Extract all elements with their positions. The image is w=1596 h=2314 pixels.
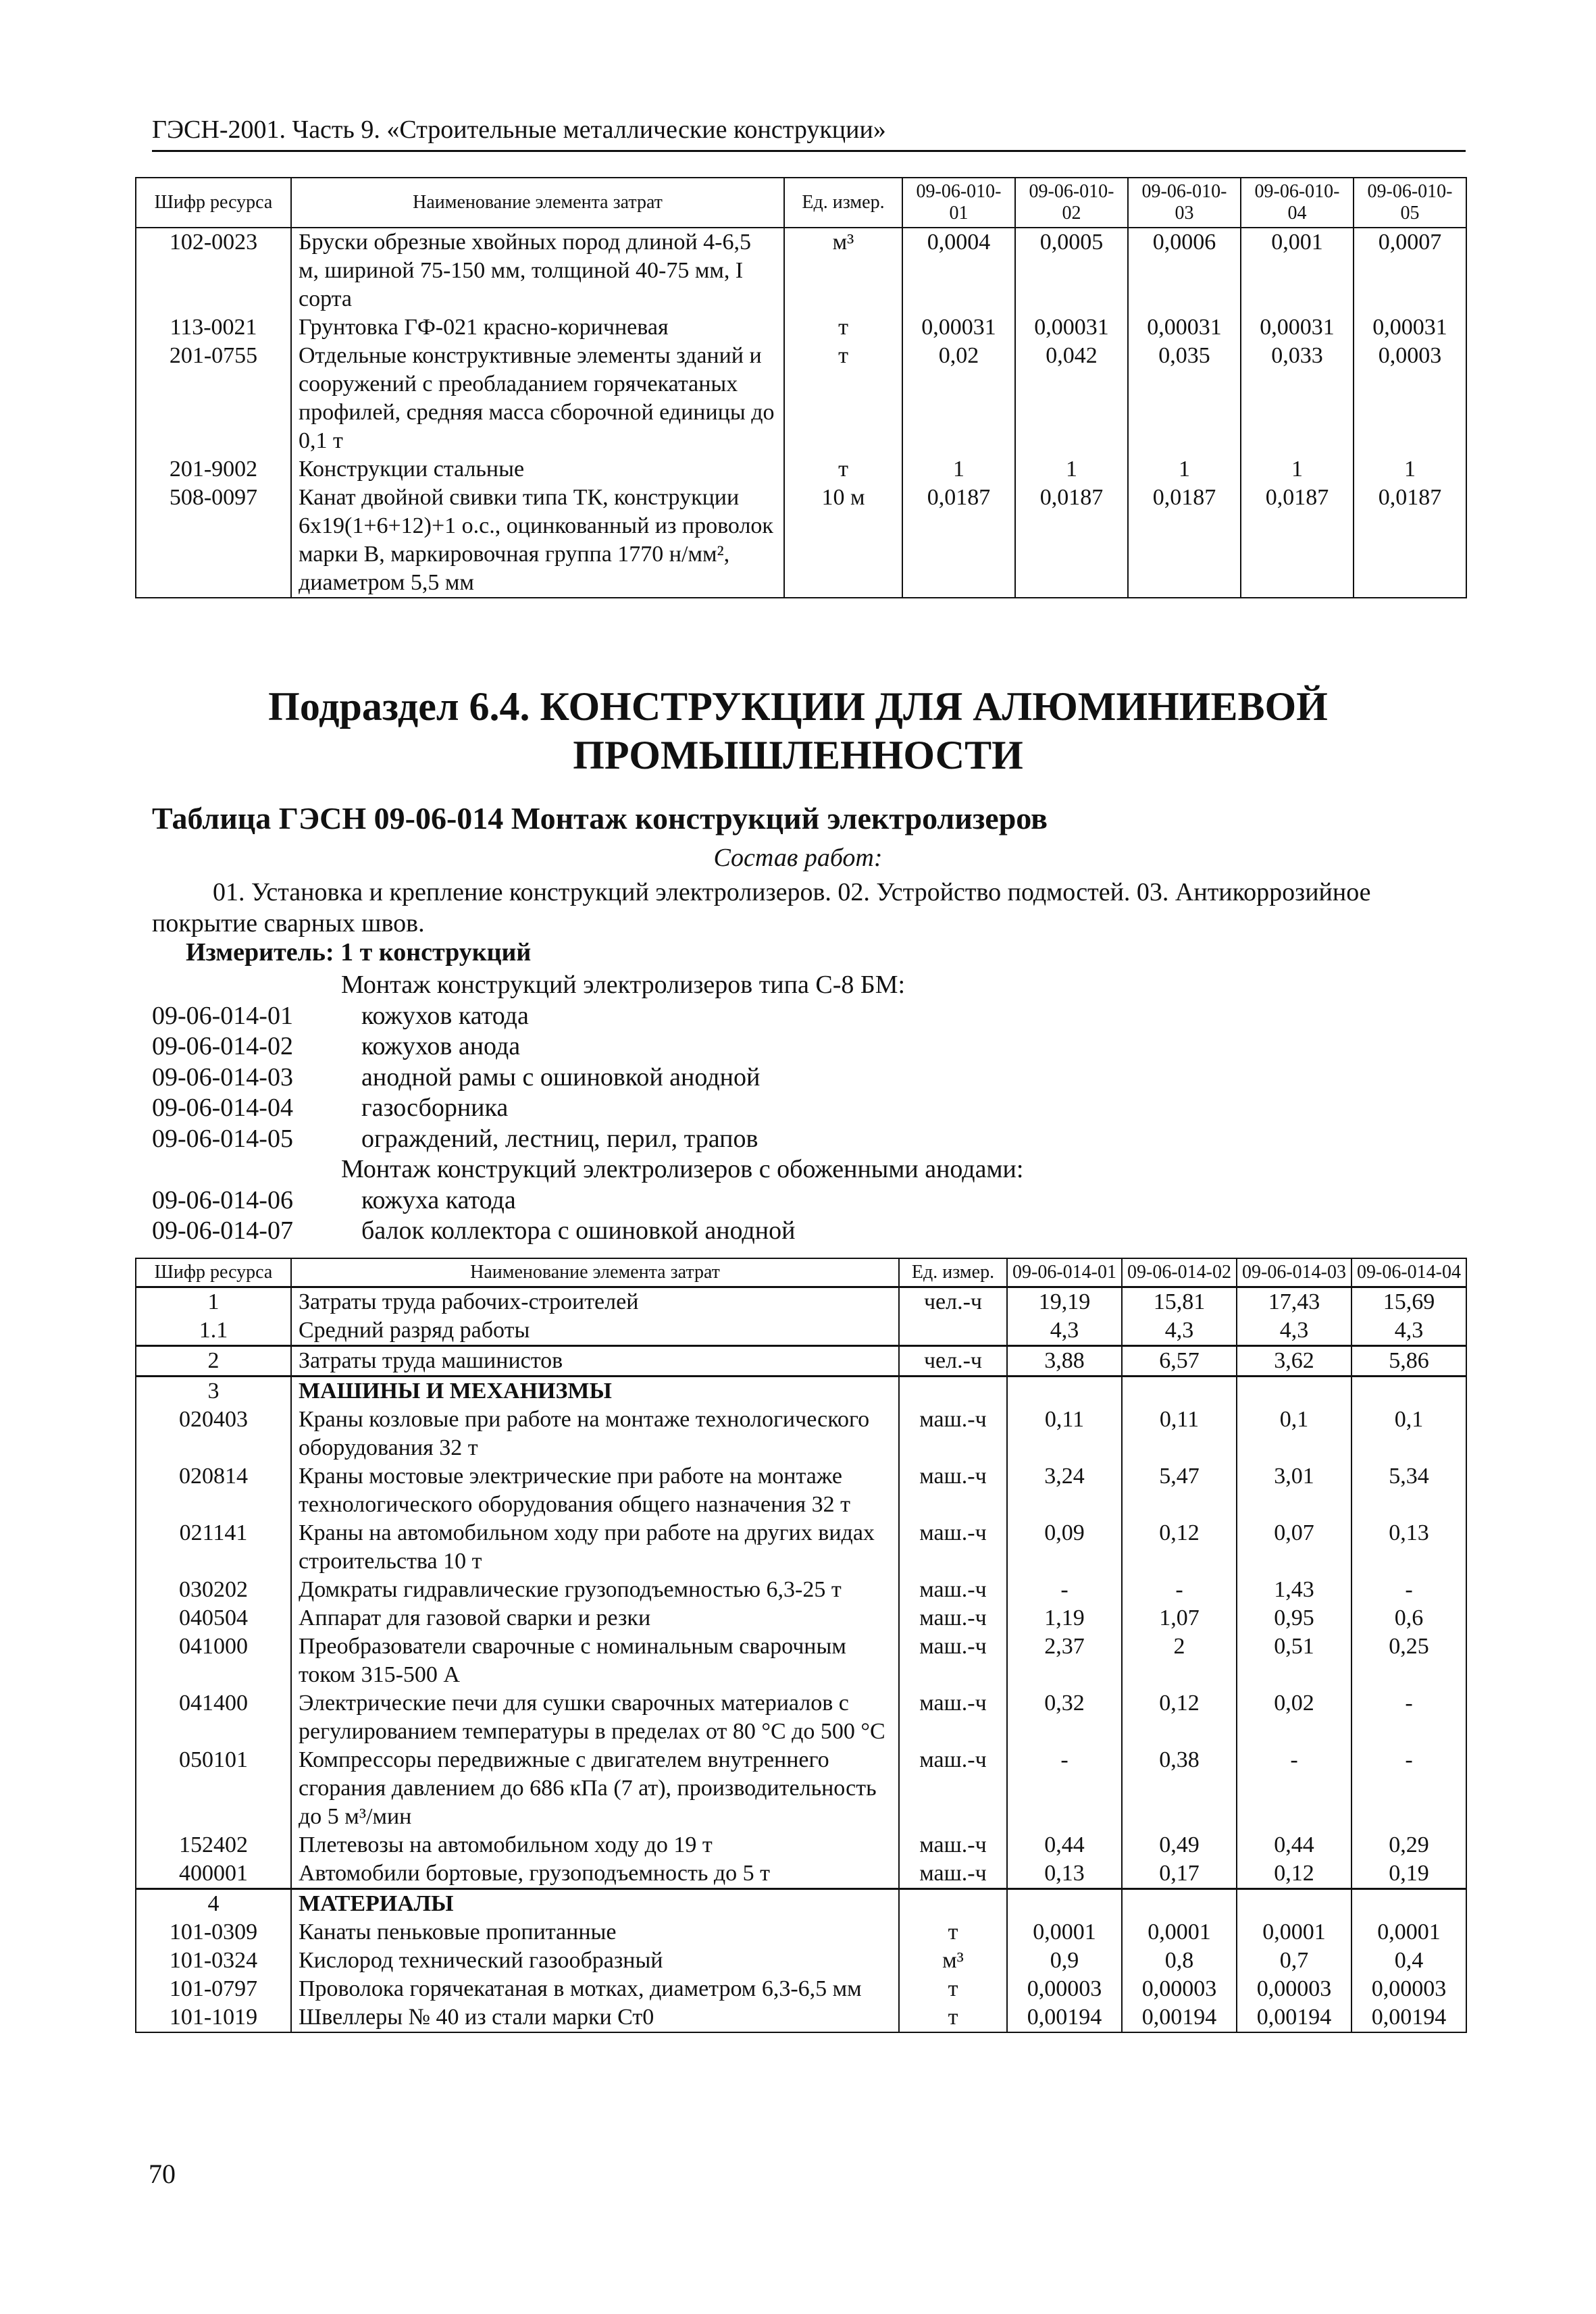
resource-code: 201-0755 xyxy=(136,342,291,455)
norm-value: 0,0187 xyxy=(1015,484,1128,598)
norm-value: 4,3 xyxy=(1122,1316,1237,1346)
cost-element-name: Канаты пеньковые пропитанные xyxy=(291,1918,899,1947)
norm-value: 0,0187 xyxy=(1354,484,1466,598)
cost-element-name: Швеллеры № 40 из стали марки Ст0 xyxy=(291,2003,899,2032)
table-row xyxy=(136,1746,1466,1831)
table-row xyxy=(136,1462,1466,1519)
resource-code: 041400 xyxy=(136,1689,291,1746)
variant-row xyxy=(152,1216,1023,1247)
norm-value: 3,62 xyxy=(1237,1346,1352,1377)
work-composition-text: 01. Установка и крепление конструкций электролизеров. 02. Устройство подмостей. 03. Антикоррозийное покрытие сварных швов. xyxy=(152,878,1371,937)
norm-value: 0,02 xyxy=(1237,1689,1352,1746)
resource-code: 201-9002 xyxy=(136,455,291,484)
resource-code: 030202 xyxy=(136,1576,291,1604)
unit-of-measure: м³ xyxy=(784,228,902,313)
unit-of-measure: маш.-ч xyxy=(899,1632,1007,1689)
norm-value xyxy=(1122,1889,1237,1919)
resource-code: 050101 xyxy=(136,1746,291,1831)
table-row xyxy=(136,1377,1466,1406)
variant-group-heading: Монтаж конструкций электролизеров с обоженными анодами: xyxy=(341,1155,1024,1183)
norm-value: 0,38 xyxy=(1122,1746,1237,1831)
norm-value: 15,69 xyxy=(1352,1287,1466,1317)
table-row xyxy=(136,1346,1466,1377)
resource-code: 101-0324 xyxy=(136,1947,291,1975)
table-previous-resources xyxy=(135,177,1467,598)
norm-value: 0,49 xyxy=(1122,1831,1237,1859)
norm-value: 0,13 xyxy=(1352,1519,1466,1576)
norm-value: 1,43 xyxy=(1237,1576,1352,1604)
norm-value: 3,01 xyxy=(1237,1462,1352,1519)
resource-code: 020403 xyxy=(136,1406,291,1462)
table-row xyxy=(136,228,1466,313)
cost-element-name: Средний разряд работы xyxy=(291,1316,899,1346)
variant-row xyxy=(152,1093,1023,1124)
variant-code: 09-06-014-04 xyxy=(152,1094,293,1122)
norm-value: 0,00194 xyxy=(1007,2003,1122,2032)
norm-value: 0,12 xyxy=(1237,1859,1352,1889)
unit-of-measure: чел.-ч xyxy=(899,1287,1007,1317)
cost-element-name: Грунтовка ГФ-021 красно-коричневая xyxy=(291,313,784,342)
norm-value: 1 xyxy=(1354,455,1466,484)
norm-value: 1 xyxy=(1015,455,1128,484)
column-header: 09-06-014-04 xyxy=(1352,1258,1466,1287)
unit-of-measure: маш.-ч xyxy=(899,1746,1007,1831)
table-row xyxy=(136,1576,1466,1604)
resource-code: 1.1 xyxy=(136,1316,291,1346)
resource-code: 101-0797 xyxy=(136,1975,291,2003)
table-row xyxy=(136,1287,1466,1317)
norm-value: 0,44 xyxy=(1007,1831,1122,1859)
cost-element-name: Электрические печи для сушки сварочных материалов с регулированием температуры в пределах от 80 °С до 500 °С xyxy=(291,1689,899,1746)
column-header: 09-06-014-01 xyxy=(1007,1258,1122,1287)
norm-value: 1,19 xyxy=(1007,1604,1122,1632)
table-row xyxy=(136,1975,1466,2003)
norm-value: 0,0003 xyxy=(1354,342,1466,455)
table-row xyxy=(136,484,1466,598)
norm-value: 0,44 xyxy=(1237,1831,1352,1859)
norm-value: 0,11 xyxy=(1122,1406,1237,1462)
resource-code: 020814 xyxy=(136,1462,291,1519)
table-row xyxy=(136,1406,1466,1462)
norm-value: 0,0001 xyxy=(1352,1918,1466,1947)
unit-of-measure: т xyxy=(784,455,902,484)
norm-value: - xyxy=(1352,1689,1466,1746)
norm-value: - xyxy=(1122,1576,1237,1604)
norm-value: - xyxy=(1007,1746,1122,1831)
norm-value: 0,0187 xyxy=(902,484,1015,598)
norm-value: 0,0001 xyxy=(1007,1918,1122,1947)
variant-code: 09-06-014-03 xyxy=(152,1062,293,1091)
cost-element-name: Плетевозы на автомобильном ходу до 19 т xyxy=(291,1831,899,1859)
column-header: 09-06-010-02 xyxy=(1015,178,1128,228)
norm-value: 0,001 xyxy=(1241,228,1354,313)
norm-value: 0,09 xyxy=(1007,1519,1122,1576)
norm-value: - xyxy=(1352,1576,1466,1604)
variant-code: 09-06-014-01 xyxy=(152,1001,293,1030)
variant-row xyxy=(152,1124,1023,1155)
table-row xyxy=(136,1889,1466,1919)
unit-of-measure: маш.-ч xyxy=(899,1859,1007,1889)
column-header: Шифр ресурса xyxy=(136,1258,291,1287)
cost-element-name: Отдельные конструктивные элементы зданий и сооружений с преобладанием горячекатаных профилей, средняя масса сборочной единицы до 0,1 т xyxy=(291,342,784,455)
norm-value: 0,0001 xyxy=(1122,1918,1237,1947)
norm-value: 0,12 xyxy=(1122,1689,1237,1746)
meter-unit: Измеритель: 1 т конструкций xyxy=(186,938,532,967)
variant-row xyxy=(152,1062,1023,1094)
norm-value: 0,17 xyxy=(1122,1859,1237,1889)
column-header: Шифр ресурса xyxy=(136,178,291,228)
work-composition-title: Состав работ: xyxy=(713,844,883,872)
unit-of-measure: т xyxy=(899,1975,1007,2003)
norm-value: 0,19 xyxy=(1352,1859,1466,1889)
variant-row xyxy=(152,1154,1023,1185)
norm-value: 0,0187 xyxy=(1128,484,1241,598)
norm-value: 0,7 xyxy=(1237,1947,1352,1975)
norm-value: 0,1 xyxy=(1237,1406,1352,1462)
table-row xyxy=(136,1519,1466,1576)
norm-value: 0,12 xyxy=(1122,1519,1237,1576)
cost-element-name: Кислород технический газообразный xyxy=(291,1947,899,1975)
variant-text: газосборника xyxy=(361,1094,509,1122)
table-row xyxy=(136,1947,1466,1975)
unit-of-measure: маш.-ч xyxy=(899,1519,1007,1576)
cost-element-name: Краны на автомобильном ходу при работе на других видах строительства 10 т xyxy=(291,1519,899,1576)
unit-of-measure: 10 м xyxy=(784,484,902,598)
unit-of-measure: т xyxy=(784,342,902,455)
resource-code: 2 xyxy=(136,1346,291,1377)
column-header: Наименование элемента затрат xyxy=(291,178,784,228)
variant-code: 09-06-014-06 xyxy=(152,1185,293,1214)
norm-value xyxy=(1237,1889,1352,1919)
norm-value: - xyxy=(1237,1746,1352,1831)
variant-code: 09-06-014-05 xyxy=(152,1124,293,1153)
norm-value: 0,00031 xyxy=(1015,313,1128,342)
cost-element-name: МАШИНЫ И МЕХАНИЗМЫ xyxy=(291,1377,899,1406)
column-header: 09-06-010-04 xyxy=(1241,178,1354,228)
header-rule xyxy=(152,150,1466,152)
cost-element-name: Затраты труда машинистов xyxy=(291,1346,899,1377)
unit-of-measure xyxy=(899,1316,1007,1346)
norm-value: 1 xyxy=(1128,455,1241,484)
table-row xyxy=(136,313,1466,342)
norm-value: 0,0006 xyxy=(1128,228,1241,313)
table-row xyxy=(136,1831,1466,1859)
norm-value: 0,51 xyxy=(1237,1632,1352,1689)
unit-of-measure: маш.-ч xyxy=(899,1604,1007,1632)
unit-of-measure xyxy=(899,1889,1007,1919)
norm-value: 1 xyxy=(902,455,1015,484)
unit-of-measure: м³ xyxy=(899,1947,1007,1975)
variant-row xyxy=(152,970,1023,1001)
norm-value: 1,07 xyxy=(1122,1604,1237,1632)
table-row xyxy=(136,2003,1466,2032)
resource-code: 113-0021 xyxy=(136,313,291,342)
unit-of-measure: маш.-ч xyxy=(899,1576,1007,1604)
norm-value: 4,3 xyxy=(1352,1316,1466,1346)
norm-value: 0,6 xyxy=(1352,1604,1466,1632)
norm-value: 0,0187 xyxy=(1241,484,1354,598)
norm-value: 0,042 xyxy=(1015,342,1128,455)
norm-value: 0,25 xyxy=(1352,1632,1466,1689)
variant-text: кожуха катода xyxy=(361,1185,516,1214)
cost-element-name: Компрессоры передвижные с двигателем внутреннего сгорания давлением до 686 кПа (7 ат), производительность до 5 м³/мин xyxy=(291,1746,899,1831)
norm-value: 0,00003 xyxy=(1237,1975,1352,2003)
variant-text: анодной рамы с ошиновкой анодной xyxy=(361,1062,761,1091)
norm-value: 2,37 xyxy=(1007,1632,1122,1689)
norm-value: 0,00003 xyxy=(1122,1975,1237,2003)
norm-value: 5,86 xyxy=(1352,1346,1466,1377)
cost-element-name: Домкраты гидравлические грузоподъемностью 6,3-25 т xyxy=(291,1576,899,1604)
cost-element-name: Конструкции стальные xyxy=(291,455,784,484)
norm-value: 0,00031 xyxy=(902,313,1015,342)
table-title: Таблица ГЭСН 09-06-014 Монтаж конструкций электролизеров xyxy=(152,801,1048,835)
norm-value xyxy=(1237,1377,1352,1406)
norm-value: 0,02 xyxy=(902,342,1015,455)
norm-value: 0,033 xyxy=(1241,342,1354,455)
norm-value: 2 xyxy=(1122,1632,1237,1689)
unit-of-measure: чел.-ч xyxy=(899,1346,1007,1377)
variant-list xyxy=(152,970,1023,1247)
table-row xyxy=(136,342,1466,455)
norm-value: 0,00003 xyxy=(1007,1975,1122,2003)
norm-value: 19,19 xyxy=(1007,1287,1122,1317)
variant-group-heading: Монтаж конструкций электролизеров типа С-8 БМ: xyxy=(341,971,906,999)
norm-value: 0,95 xyxy=(1237,1604,1352,1632)
variant-code: 09-06-014-02 xyxy=(152,1032,293,1060)
norm-value: 3,24 xyxy=(1007,1462,1122,1519)
variant-row xyxy=(152,1001,1023,1032)
unit-of-measure xyxy=(899,1377,1007,1406)
unit-of-measure: т xyxy=(899,2003,1007,2032)
unit-of-measure: т xyxy=(899,1918,1007,1947)
variant-row xyxy=(152,1031,1023,1062)
table-row xyxy=(136,1689,1466,1746)
resource-code: 508-0097 xyxy=(136,484,291,598)
variant-code: 09-06-014-07 xyxy=(152,1216,293,1245)
norm-value: 0,00031 xyxy=(1354,313,1466,342)
norm-value: 0,1 xyxy=(1352,1406,1466,1462)
norm-value xyxy=(1352,1377,1466,1406)
cost-element-name: Бруски обрезные хвойных пород длиной 4-6,5 м, шириной 75-150 мм, толщиной 40-75 мм, I сорта xyxy=(291,228,784,313)
norm-value: 0,07 xyxy=(1237,1519,1352,1576)
norm-value: 0,0001 xyxy=(1237,1918,1352,1947)
norm-value: 3,88 xyxy=(1007,1346,1122,1377)
norm-value xyxy=(1122,1377,1237,1406)
norm-value: 6,57 xyxy=(1122,1346,1237,1377)
resource-code: 101-1019 xyxy=(136,2003,291,2032)
norm-value: 4,3 xyxy=(1237,1316,1352,1346)
norm-value: 5,47 xyxy=(1122,1462,1237,1519)
cost-element-name: Краны мостовые электрические при работе на монтаже технологического оборудования общего назначения 32 т xyxy=(291,1462,899,1519)
variant-text: ограждений, лестниц, перил, трапов xyxy=(361,1124,758,1153)
norm-value: 0,0005 xyxy=(1015,228,1128,313)
unit-of-measure: т xyxy=(784,313,902,342)
page-number: 70 xyxy=(149,2159,176,2189)
cost-element-name: Проволока горячекатаная в мотках, диаметром 6,3-6,5 мм xyxy=(291,1975,899,2003)
variant-text: кожухов катода xyxy=(361,1001,529,1030)
norm-value: 5,34 xyxy=(1352,1462,1466,1519)
resource-code: 1 xyxy=(136,1287,291,1317)
norm-value: 0,13 xyxy=(1007,1859,1122,1889)
resource-code: 102-0023 xyxy=(136,228,291,313)
resource-code: 400001 xyxy=(136,1859,291,1889)
norm-value: 0,29 xyxy=(1352,1831,1466,1859)
norm-value xyxy=(1007,1889,1122,1919)
norm-value: 0,32 xyxy=(1007,1689,1122,1746)
norm-value: 0,035 xyxy=(1128,342,1241,455)
table-row xyxy=(136,1316,1466,1346)
norm-value: 0,0004 xyxy=(902,228,1015,313)
norm-value: 0,00194 xyxy=(1122,2003,1237,2032)
variant-text: балок коллектора с ошиновкой анодной xyxy=(361,1216,796,1245)
column-header: 09-06-014-03 xyxy=(1237,1258,1352,1287)
running-head: ГЭСН-2001. Часть 9. «Строительные металлические конструкции» xyxy=(152,115,886,144)
column-header: 09-06-010-01 xyxy=(902,178,1015,228)
norm-value: 0,4 xyxy=(1352,1947,1466,1975)
norm-value: 0,11 xyxy=(1007,1406,1122,1462)
resource-code: 021141 xyxy=(136,1519,291,1576)
section-title xyxy=(0,682,1596,779)
resource-code: 4 xyxy=(136,1889,291,1919)
column-header: Наименование элемента затрат xyxy=(291,1258,899,1287)
norm-value: 0,00003 xyxy=(1352,1975,1466,2003)
norm-value: - xyxy=(1007,1576,1122,1604)
norm-value: - xyxy=(1352,1746,1466,1831)
table-row xyxy=(136,1859,1466,1889)
section-title-line1: Подраздел 6.4. КОНСТРУКЦИИ ДЛЯ АЛЮМИНИЕВОЙ xyxy=(268,684,1328,729)
cost-element-name: Автомобили бортовые, грузоподъемность до 5 т xyxy=(291,1859,899,1889)
resource-code: 152402 xyxy=(136,1831,291,1859)
norm-value: 0,8 xyxy=(1122,1947,1237,1975)
resource-code: 041000 xyxy=(136,1632,291,1689)
table-row xyxy=(136,1918,1466,1947)
variant-text: кожухов анода xyxy=(361,1032,521,1060)
unit-of-measure: маш.-ч xyxy=(899,1406,1007,1462)
norm-value: 0,00031 xyxy=(1241,313,1354,342)
table-resources xyxy=(135,1258,1467,2033)
column-header: 09-06-014-02 xyxy=(1122,1258,1237,1287)
cost-element-name: Преобразователи сварочные с номинальным сварочным током 315-500 А xyxy=(291,1632,899,1689)
cost-element-name: Канат двойной свивки типа ТК, конструкции 6х19(1+6+12)+1 о.с., оцинкованный из проволок марки В, маркировочная группа 1770 н/мм², диаметром 5,5 мм xyxy=(291,484,784,598)
cost-element-name: МАТЕРИАЛЫ xyxy=(291,1889,899,1919)
cost-element-name: Затраты труда рабочих-строителей xyxy=(291,1287,899,1317)
unit-of-measure: маш.-ч xyxy=(899,1462,1007,1519)
norm-value: 4,3 xyxy=(1007,1316,1122,1346)
column-header: 09-06-010-05 xyxy=(1354,178,1466,228)
norm-value: 1 xyxy=(1241,455,1354,484)
column-header: 09-06-010-03 xyxy=(1128,178,1241,228)
norm-value: 0,9 xyxy=(1007,1947,1122,1975)
norm-value: 0,00031 xyxy=(1128,313,1241,342)
norm-value: 17,43 xyxy=(1237,1287,1352,1317)
norm-value xyxy=(1007,1377,1122,1406)
norm-value: 15,81 xyxy=(1122,1287,1237,1317)
resource-code: 101-0309 xyxy=(136,1918,291,1947)
table-row xyxy=(136,1632,1466,1689)
resource-code: 040504 xyxy=(136,1604,291,1632)
norm-value xyxy=(1352,1889,1466,1919)
cost-element-name: Краны козловые при работе на монтаже технологического оборудования 32 т xyxy=(291,1406,899,1462)
table-row xyxy=(136,455,1466,484)
table-row xyxy=(136,1604,1466,1632)
cost-element-name: Аппарат для газовой сварки и резки xyxy=(291,1604,899,1632)
column-header: Ед. измер. xyxy=(784,178,902,228)
norm-value: 0,0007 xyxy=(1354,228,1466,313)
variant-row xyxy=(152,1185,1023,1216)
column-header: Ед. измер. xyxy=(899,1258,1007,1287)
section-title-line2: ПРОМЫШЛЕННОСТИ xyxy=(573,733,1023,777)
norm-value: 0,00194 xyxy=(1237,2003,1352,2032)
resource-code: 3 xyxy=(136,1377,291,1406)
unit-of-measure: маш.-ч xyxy=(899,1831,1007,1859)
unit-of-measure: маш.-ч xyxy=(899,1689,1007,1746)
norm-value: 0,00194 xyxy=(1352,2003,1466,2032)
